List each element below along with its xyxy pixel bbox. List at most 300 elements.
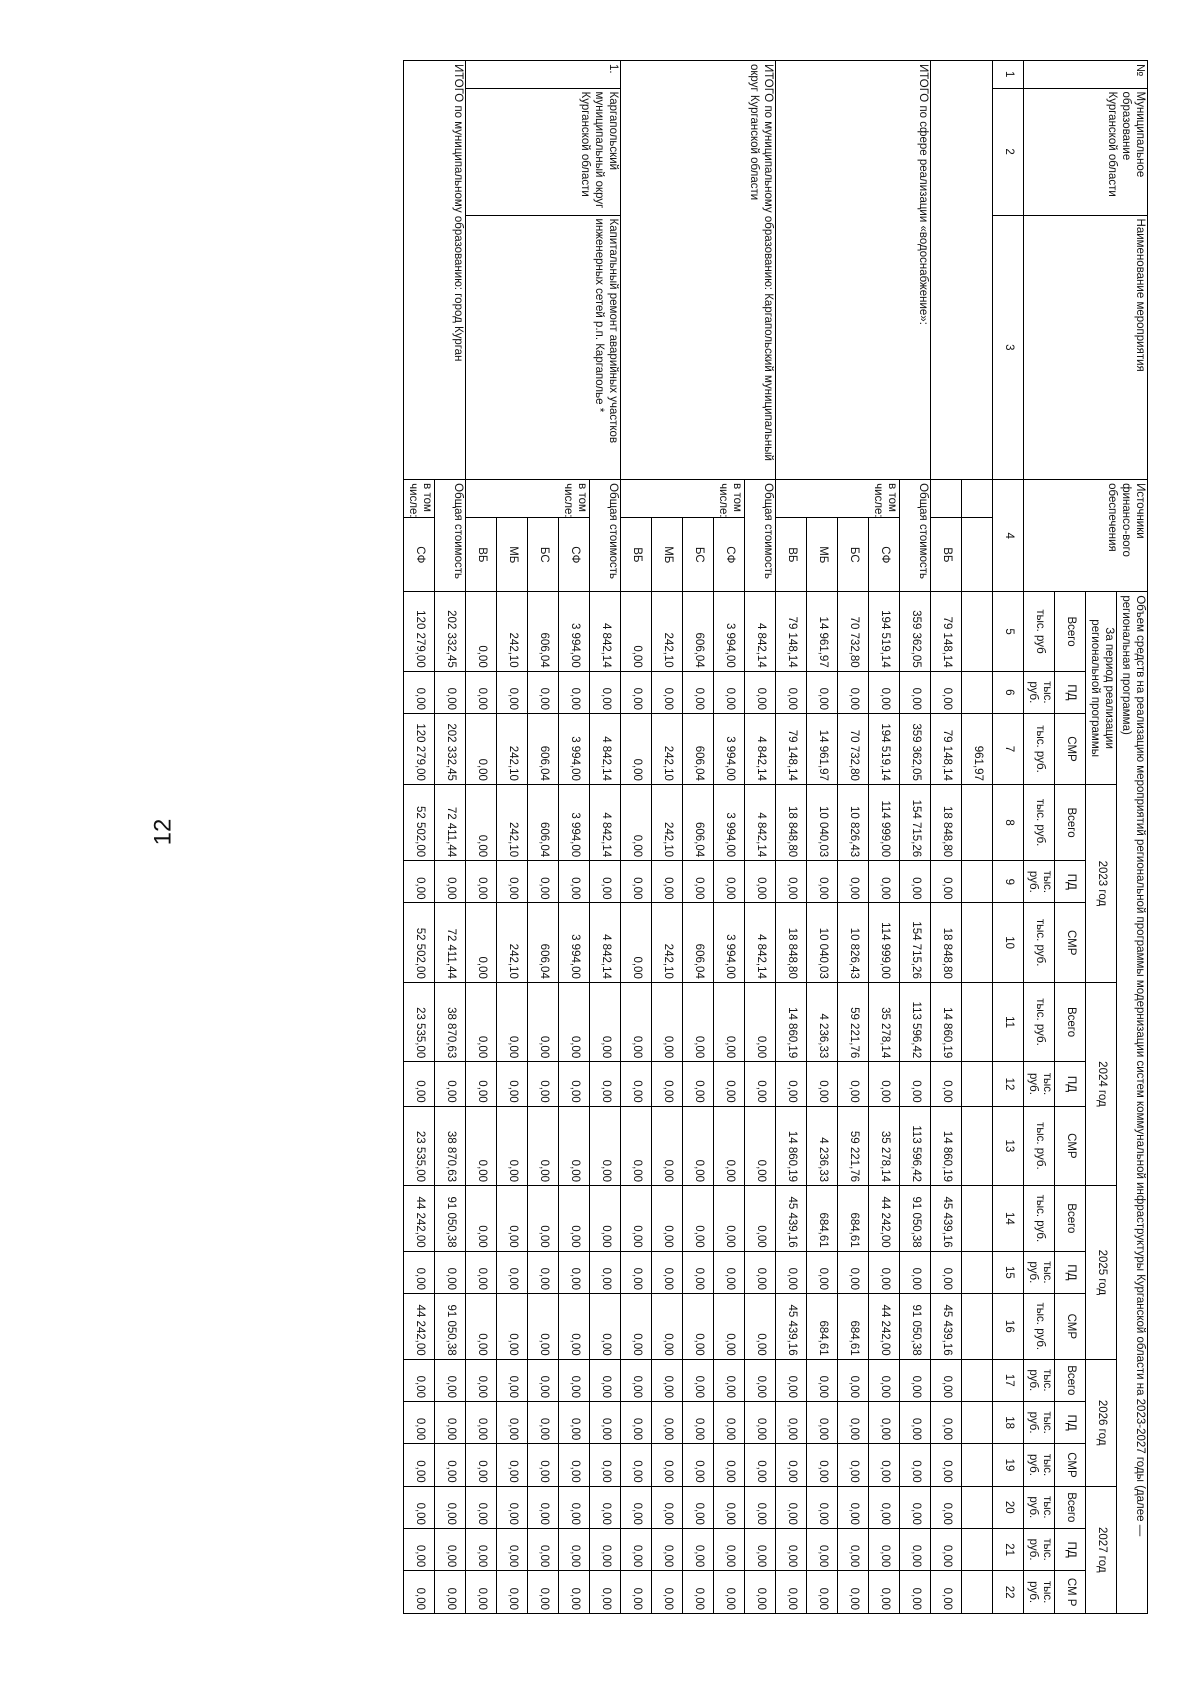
value-cell: 0,00: [683, 1359, 714, 1401]
value-cell: 0,00: [807, 1062, 838, 1106]
value-cell: 0,00: [590, 671, 621, 713]
value-cell: 0,00: [590, 1106, 621, 1185]
source-code: СФ: [869, 518, 900, 592]
value-cell: 0,00: [652, 1359, 683, 1401]
value-cell: 242,10: [652, 903, 683, 982]
pd-header: ПД: [1055, 861, 1086, 903]
value-cell: 0,00: [807, 1401, 838, 1443]
value-cell: 44 242,00: [869, 1294, 900, 1360]
value-cell: 0,00: [652, 1444, 683, 1486]
value-cell: 0,00: [900, 1251, 931, 1293]
source-code: СФ: [559, 518, 590, 592]
value-cell: 606,04: [528, 714, 559, 785]
table-title: Объем средств на реализацию мероприятий региональной программы модернизации систем коммунальной инфраструктуры Курганской области на 2023-2027 годы (далее — региональная программа): [1117, 592, 1148, 1614]
value-cell: 10 040,03: [807, 784, 838, 860]
value-cell: 0,00: [621, 1401, 652, 1443]
value-cell: 0,00: [869, 1251, 900, 1293]
value-cell: 0,00: [838, 1251, 869, 1293]
value-cell: 0,00: [652, 1401, 683, 1443]
value-cell: 242,10: [497, 784, 528, 860]
value-cell: 0,00: [683, 1251, 714, 1293]
value-cell: 0,00: [497, 1486, 528, 1528]
unit-label: тыс. руб.: [1024, 1186, 1055, 1252]
value-cell: 0,00: [807, 1359, 838, 1401]
value-cell: 52 502,00: [404, 784, 435, 860]
value-cell: 0,00: [838, 671, 869, 713]
value-cell: 4 236,33: [807, 1106, 838, 1185]
pd-header: ПД: [1055, 1401, 1086, 1443]
table-row: [900, 61, 931, 1614]
year-2024-header: 2024 год: [1086, 982, 1117, 1185]
unit-label: тыс. руб.: [1024, 784, 1055, 860]
value-cell: 0,00: [621, 1528, 652, 1570]
value-cell: 0,00: [900, 1486, 931, 1528]
value-cell: [962, 1186, 993, 1252]
value-cell: 0,00: [652, 671, 683, 713]
value-cell: 0,00: [714, 1106, 745, 1185]
value-cell: [962, 861, 993, 903]
value-cell: 0,00: [652, 1062, 683, 1106]
value-cell: [962, 592, 993, 671]
value-cell: 10 040,03: [807, 903, 838, 982]
value-cell: 4 842,14: [745, 592, 776, 671]
value-cell: 684,61: [838, 1294, 869, 1360]
value-cell: 0,00: [869, 1401, 900, 1443]
value-cell: 0,00: [466, 1294, 497, 1360]
value-cell: 0,00: [435, 1401, 466, 1443]
value-cell: [962, 1062, 993, 1106]
unit-label: тыс. руб.: [1024, 1251, 1055, 1293]
value-cell: 0,00: [621, 1106, 652, 1185]
value-cell: 0,00: [745, 982, 776, 1061]
vsego-header: Всего: [1055, 1186, 1086, 1252]
value-cell: 0,00: [683, 1294, 714, 1360]
source-label: Общая стоимость: [435, 480, 466, 592]
value-cell: 0,00: [776, 1528, 807, 1570]
value-cell: 0,00: [497, 1251, 528, 1293]
value-cell: 0,00: [714, 1486, 745, 1528]
value-cell: 79 148,14: [776, 592, 807, 671]
value-cell: 10 826,43: [838, 903, 869, 982]
value-cell: [962, 1571, 993, 1614]
value-cell: 0,00: [435, 671, 466, 713]
value-cell: 0,00: [528, 1401, 559, 1443]
value-cell: 70 732,80: [838, 714, 869, 785]
value-cell: 4 842,14: [590, 714, 621, 785]
source-code: БС: [683, 518, 714, 592]
value-cell: 0,00: [714, 1359, 745, 1401]
value-cell: 0,00: [652, 1186, 683, 1252]
value-cell: 14 860,19: [776, 982, 807, 1061]
value-cell: [962, 1486, 993, 1528]
value-cell: 0,00: [528, 1294, 559, 1360]
value-cell: 0,00: [621, 1294, 652, 1360]
value-cell: 0,00: [559, 982, 590, 1061]
source-code: МБ: [652, 518, 683, 592]
unit-label: тыс. руб.: [1024, 1486, 1055, 1528]
value-cell: 0,00: [776, 1359, 807, 1401]
value-cell: 114 999,00: [869, 903, 900, 982]
value-cell: 0,00: [745, 1486, 776, 1528]
table-row: [962, 61, 993, 1614]
unit-label: тыс. руб.: [1024, 714, 1055, 785]
value-cell: 0,00: [683, 1444, 714, 1486]
value-cell: 0,00: [745, 1106, 776, 1185]
value-cell: 0,00: [869, 1359, 900, 1401]
value-cell: 154 715,26: [900, 903, 931, 982]
value-cell: 0,00: [559, 1359, 590, 1401]
value-cell: 91 050,38: [900, 1186, 931, 1252]
value-cell: 4 842,14: [745, 784, 776, 860]
value-cell: 0,00: [559, 671, 590, 713]
value-cell: 0,00: [497, 1571, 528, 1614]
value-cell: 0,00: [404, 1486, 435, 1528]
value-cell: 0,00: [466, 1444, 497, 1486]
value-cell: 18 848,80: [931, 903, 962, 982]
year-2023-header: 2023 год: [1086, 784, 1117, 982]
value-cell: 23 535,00: [404, 982, 435, 1061]
value-cell: 0,00: [404, 1528, 435, 1570]
value-cell: 0,00: [621, 671, 652, 713]
value-cell: 3 994,00: [714, 903, 745, 982]
source-code: МБ: [807, 518, 838, 592]
value-cell: 45 439,16: [931, 1186, 962, 1252]
column-number: 1: [993, 61, 1024, 89]
value-cell: 79 148,14: [931, 592, 962, 671]
value-cell: 0,00: [931, 1444, 962, 1486]
value-cell: 44 242,00: [869, 1186, 900, 1252]
value-cell: 72 411,44: [435, 784, 466, 860]
value-cell: 0,00: [652, 1106, 683, 1185]
value-cell: 0,00: [559, 1528, 590, 1570]
value-cell: 0,00: [621, 1186, 652, 1252]
value-cell: 0,00: [528, 1528, 559, 1570]
unit-label: тыс. руб.: [1024, 861, 1055, 903]
column-number: 8: [993, 784, 1024, 860]
value-cell: 0,00: [466, 671, 497, 713]
column-number: 10: [993, 903, 1024, 982]
value-cell: 59 221,76: [838, 1106, 869, 1185]
value-cell: 120 279,00: [404, 714, 435, 785]
value-cell: 0,00: [497, 1528, 528, 1570]
source-code: МБ: [497, 518, 528, 592]
value-cell: 3 994,00: [559, 714, 590, 785]
value-cell: 0,00: [559, 1251, 590, 1293]
column-number: 12: [993, 1062, 1024, 1106]
column-number: 5: [993, 592, 1024, 671]
source-code: СФ: [714, 518, 745, 592]
value-cell: 0,00: [466, 1359, 497, 1401]
unit-label: тыс. руб.: [1024, 903, 1055, 982]
value-cell: 0,00: [466, 592, 497, 671]
itogo-label: ИТОГО по муниципальному образованию: Каргапольский муниципальный округ Курганской области: [621, 61, 776, 480]
value-cell: 14 961,97: [807, 714, 838, 785]
value-cell: 0,00: [776, 861, 807, 903]
value-cell: 0,00: [528, 1359, 559, 1401]
smr-header: СМР: [1055, 903, 1086, 982]
column-number: 7: [993, 714, 1024, 785]
value-cell: 79 148,14: [776, 714, 807, 785]
value-cell: 359 362,05: [900, 714, 931, 785]
column-number: 20: [993, 1486, 1024, 1528]
value-cell: 0,00: [621, 1251, 652, 1293]
value-cell: [962, 1294, 993, 1360]
value-cell: 0,00: [528, 1106, 559, 1185]
value-cell: 0,00: [714, 1251, 745, 1293]
value-cell: 0,00: [683, 671, 714, 713]
value-cell: 0,00: [714, 1401, 745, 1443]
value-cell: 242,10: [497, 714, 528, 785]
value-cell: 0,00: [807, 1528, 838, 1570]
value-cell: 0,00: [745, 1251, 776, 1293]
col-no-header: №: [1024, 61, 1148, 89]
value-cell: 0,00: [621, 714, 652, 785]
value-cell: 38 870,63: [435, 1106, 466, 1185]
value-cell: 0,00: [714, 1571, 745, 1614]
value-cell: 606,04: [683, 714, 714, 785]
value-cell: 14 860,19: [776, 1106, 807, 1185]
value-cell: 0,00: [435, 1528, 466, 1570]
year-2026-header: 2026 год: [1086, 1359, 1117, 1486]
value-cell: [962, 784, 993, 860]
value-cell: 0,00: [404, 1401, 435, 1443]
value-cell: 0,00: [900, 1444, 931, 1486]
column-number: 6: [993, 671, 1024, 713]
value-cell: 0,00: [745, 1528, 776, 1570]
value-cell: 0,00: [435, 1359, 466, 1401]
source-code: СФ: [404, 518, 435, 592]
value-cell: 0,00: [900, 1528, 931, 1570]
value-cell: 0,00: [621, 903, 652, 982]
value-cell: 0,00: [776, 1486, 807, 1528]
value-cell: 0,00: [435, 1486, 466, 1528]
value-cell: 45 439,16: [776, 1186, 807, 1252]
value-cell: 606,04: [683, 903, 714, 982]
value-cell: 242,10: [497, 903, 528, 982]
value-cell: 0,00: [497, 861, 528, 903]
unit-label: тыс. руб.: [1024, 982, 1055, 1061]
value-cell: 0,00: [404, 1359, 435, 1401]
period-all-header: За период реализации региональной программы: [1086, 592, 1117, 785]
value-cell: 0,00: [590, 1294, 621, 1360]
year-2027-header: 2027 год: [1086, 1486, 1117, 1613]
value-cell: [962, 903, 993, 982]
value-cell: 0,00: [900, 671, 931, 713]
value-cell: 0,00: [559, 1401, 590, 1443]
value-cell: 606,04: [683, 784, 714, 860]
vsego-header: Всего: [1055, 784, 1086, 860]
value-cell: 14 860,19: [931, 982, 962, 1061]
value-cell: 0,00: [590, 1486, 621, 1528]
v-tom-label: в том числе:: [466, 480, 590, 518]
value-cell: 0,00: [683, 1401, 714, 1443]
value-cell: 0,00: [559, 1106, 590, 1185]
value-cell: 0,00: [528, 1062, 559, 1106]
value-cell: 0,00: [404, 671, 435, 713]
value-cell: 0,00: [745, 861, 776, 903]
value-cell: 0,00: [838, 1486, 869, 1528]
source-label: Общая стоимость: [590, 480, 621, 592]
column-number: 19: [993, 1444, 1024, 1486]
value-cell: [962, 671, 993, 713]
source-label: Общая стоимость: [745, 480, 776, 592]
value-cell: 0,00: [900, 1401, 931, 1443]
source-code: [962, 518, 993, 592]
value-cell: 0,00: [931, 671, 962, 713]
value-cell: 0,00: [590, 1444, 621, 1486]
mo-cell: Каргапольский муниципальный округ Курганской области: [466, 88, 621, 215]
value-cell: 202 332,45: [435, 714, 466, 785]
value-cell: 194 519,14: [869, 714, 900, 785]
value-cell: 0,00: [931, 1486, 962, 1528]
value-cell: 45 439,16: [931, 1294, 962, 1360]
value-cell: 0,00: [869, 1528, 900, 1570]
value-cell: 18 848,80: [776, 784, 807, 860]
value-cell: 0,00: [528, 1571, 559, 1614]
unit-label: тыс. руб.: [1024, 1444, 1055, 1486]
value-cell: 0,00: [900, 1571, 931, 1614]
value-cell: 0,00: [869, 1062, 900, 1106]
value-cell: 14 961,97: [807, 592, 838, 671]
value-cell: 154 715,26: [900, 784, 931, 860]
value-cell: 0,00: [435, 1062, 466, 1106]
vsego-header: Всего: [1055, 982, 1086, 1061]
source-code: ВБ: [466, 518, 497, 592]
value-cell: 0,00: [466, 903, 497, 982]
column-number: 3: [993, 215, 1024, 480]
value-cell: 0,00: [621, 1486, 652, 1528]
value-cell: 0,00: [466, 784, 497, 860]
value-cell: 0,00: [435, 1444, 466, 1486]
value-cell: 0,00: [652, 861, 683, 903]
unit-label: тыс. руб: [1024, 592, 1055, 671]
value-cell: 0,00: [466, 1106, 497, 1185]
value-cell: 79 148,14: [931, 714, 962, 785]
value-cell: 4 842,14: [745, 903, 776, 982]
value-cell: 0,00: [714, 1186, 745, 1252]
value-cell: 0,00: [466, 982, 497, 1061]
value-cell: 0,00: [466, 1571, 497, 1614]
value-cell: 0,00: [683, 861, 714, 903]
value-cell: 3 994,00: [714, 592, 745, 671]
value-cell: 0,00: [435, 1251, 466, 1293]
value-cell: 45 439,16: [776, 1294, 807, 1360]
value-cell: 0,00: [714, 1294, 745, 1360]
value-cell: 4 842,14: [590, 903, 621, 982]
col-name-header: Наименование мероприятия: [1024, 215, 1148, 480]
value-cell: 0,00: [528, 1444, 559, 1486]
header-row-1: [1117, 61, 1148, 1614]
value-cell: 0,00: [404, 1571, 435, 1614]
value-cell: 0,00: [745, 1571, 776, 1614]
value-cell: 0,00: [404, 861, 435, 903]
value-cell: 0,00: [559, 1294, 590, 1360]
value-cell: 0,00: [745, 1359, 776, 1401]
value-cell: 3 994,00: [559, 592, 590, 671]
column-number: 13: [993, 1106, 1024, 1185]
value-cell: 684,61: [807, 1294, 838, 1360]
value-cell: 0,00: [435, 861, 466, 903]
value-cell: 0,00: [714, 982, 745, 1061]
value-cell: 242,10: [652, 592, 683, 671]
column-number: 9: [993, 861, 1024, 903]
value-cell: [962, 1401, 993, 1443]
value-cell: 0,00: [590, 861, 621, 903]
value-cell: 0,00: [776, 1571, 807, 1614]
value-cell: 0,00: [652, 1251, 683, 1293]
vsego-header: Всего: [1055, 1486, 1086, 1528]
pd-header: ПД: [1055, 1062, 1086, 1106]
value-cell: [962, 1359, 993, 1401]
value-cell: 0,00: [466, 861, 497, 903]
value-cell: 0,00: [590, 1359, 621, 1401]
value-cell: 14 860,19: [931, 1106, 962, 1185]
value-cell: 4 842,14: [590, 784, 621, 860]
value-cell: [962, 1444, 993, 1486]
value-cell: 0,00: [807, 861, 838, 903]
value-cell: 0,00: [466, 1528, 497, 1570]
budget-table: [403, 60, 1148, 1614]
smr-header: СМР: [1055, 1294, 1086, 1360]
value-cell: 0,00: [807, 1444, 838, 1486]
value-cell: 0,00: [776, 1401, 807, 1443]
value-cell: [962, 1528, 993, 1570]
row-number: 1.: [466, 61, 621, 89]
itogo-label: ИТОГО по муниципальному образованию: город Курган: [404, 61, 466, 480]
value-cell: 0,00: [869, 1486, 900, 1528]
value-cell: 0,00: [838, 1062, 869, 1106]
value-cell: 3 994,00: [714, 714, 745, 785]
value-cell: 0,00: [683, 1571, 714, 1614]
value-cell: 0,00: [497, 1062, 528, 1106]
value-cell: 0,00: [559, 1062, 590, 1106]
value-cell: 0,00: [931, 1401, 962, 1443]
value-cell: 242,10: [497, 592, 528, 671]
value-cell: 0,00: [590, 1528, 621, 1570]
value-cell: 38 870,63: [435, 982, 466, 1061]
table-row: [590, 61, 621, 1614]
value-cell: 0,00: [652, 1528, 683, 1570]
value-cell: 0,00: [590, 1251, 621, 1293]
itogo-label: ИТОГО по сфере реализации «водоснабжение»:: [776, 61, 931, 480]
unit-label: тыс. руб.: [1024, 671, 1055, 713]
value-cell: 3 994,00: [714, 784, 745, 860]
value-cell: 0,00: [497, 671, 528, 713]
value-cell: 0,00: [404, 1062, 435, 1106]
unit-label: тыс. руб.: [1024, 1401, 1055, 1443]
value-cell: [962, 1251, 993, 1293]
value-cell: 0,00: [714, 861, 745, 903]
value-cell: 0,00: [838, 1528, 869, 1570]
value-cell: 0,00: [683, 1062, 714, 1106]
value-cell: 59 221,76: [838, 982, 869, 1061]
value-cell: 0,00: [590, 1571, 621, 1614]
value-cell: 0,00: [466, 714, 497, 785]
value-cell: 0,00: [745, 1444, 776, 1486]
value-cell: 0,00: [869, 1571, 900, 1614]
value-cell: 242,10: [652, 784, 683, 860]
value-cell: 0,00: [745, 1401, 776, 1443]
value-cell: 0,00: [621, 861, 652, 903]
value-cell: 0,00: [683, 982, 714, 1061]
unit-label: тыс. руб.: [1024, 1062, 1055, 1106]
value-cell: 0,00: [466, 1186, 497, 1252]
value-cell: 10 826,43: [838, 784, 869, 860]
value-cell: 0,00: [807, 1251, 838, 1293]
value-cell: 0,00: [900, 1359, 931, 1401]
value-cell: 0,00: [590, 1401, 621, 1443]
value-cell: 0,00: [745, 1294, 776, 1360]
